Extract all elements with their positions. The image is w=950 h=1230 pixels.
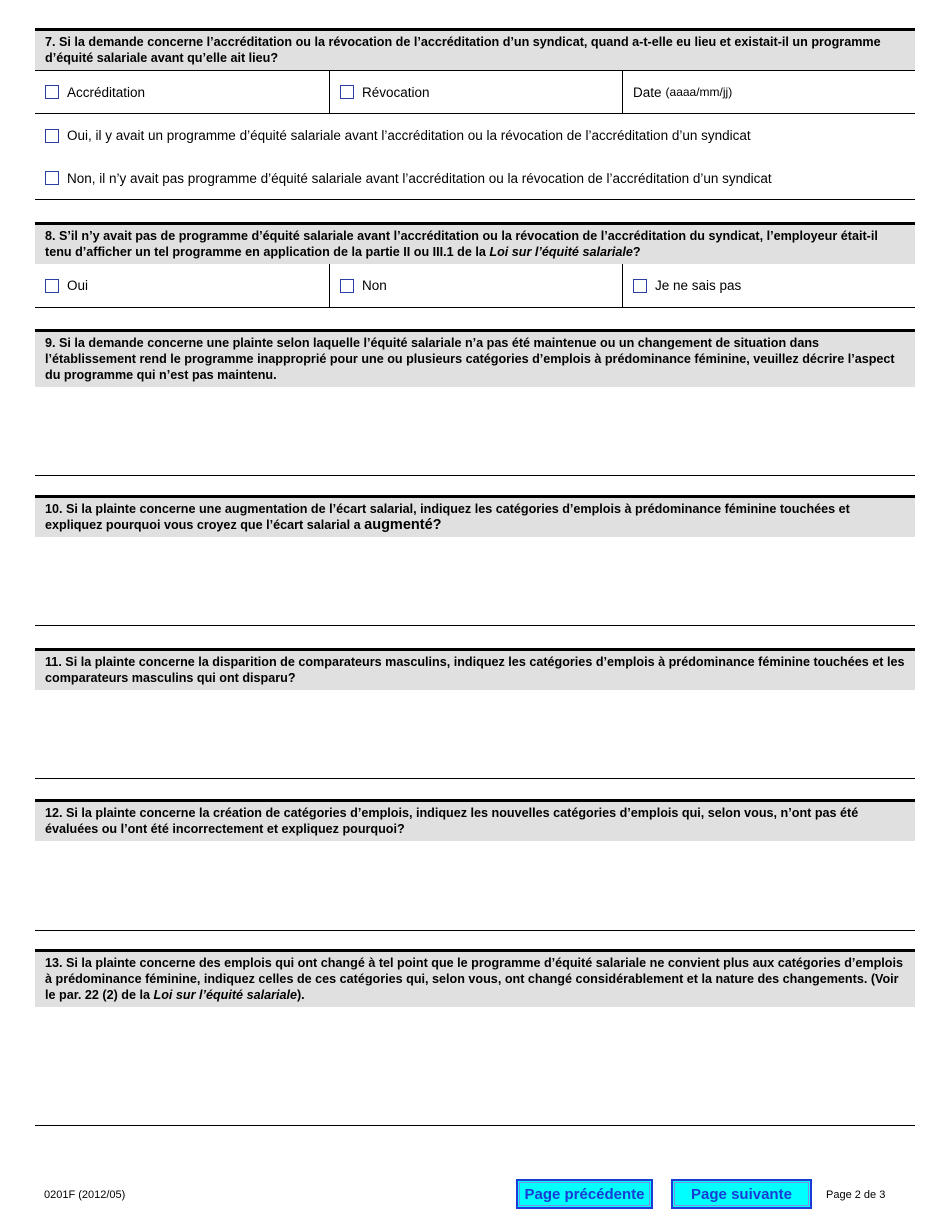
- question-10-heading: [35, 498, 915, 537]
- q8-text-end: ?: [632, 245, 641, 259]
- q8-unknown-label: Je ne sais pas: [655, 278, 742, 293]
- revocation-label: Révocation: [362, 84, 430, 100]
- q8-options-row: [35, 264, 915, 308]
- accreditation-checkbox[interactable]: [45, 85, 59, 99]
- q8-yes-option[interactable]: [35, 264, 329, 307]
- q8-text: 8. S’il n’y avait pas de programme d’équité salariale avant l’accréditation ou la révocation de l’accréditation du syndicat, l’employeur était-il tenu d’afficher un tel programme en application de la partie II ou III.1 de la: [45, 229, 878, 259]
- q13-law-title: Loi sur l’équité salariale: [153, 988, 297, 1002]
- q10-answer-field[interactable]: [35, 537, 915, 626]
- date-label: Date: [633, 84, 662, 100]
- q8-no-label: Non: [362, 278, 387, 293]
- q10-text: 10. Si la plainte concerne une augmentation de l’écart salarial, indiquez les catégories d’emplois à prédominance féminine touchées et expliquez pourquoi vous croyez que l’écart salarial a: [45, 502, 850, 532]
- q8-no-option[interactable]: [329, 264, 622, 307]
- q7-no-label: Non, il n’y avait pas programme d’équité salariale avant l’accréditation ou la révocation de l’accréditation d’un syndicat: [67, 170, 772, 186]
- q12-answer-field[interactable]: [35, 841, 915, 931]
- q11-answer-field[interactable]: [35, 690, 915, 779]
- date-format-hint: (aaaa/mm/jj): [665, 85, 733, 99]
- q7-no-option[interactable]: [35, 157, 915, 200]
- question-11-section: [35, 648, 915, 779]
- q7-accreditation-option[interactable]: [35, 71, 329, 113]
- q8-yes-checkbox[interactable]: [45, 279, 59, 293]
- previous-page-button[interactable]: Page précédente: [516, 1179, 653, 1209]
- q7-no-checkbox[interactable]: [45, 171, 59, 185]
- question-12-heading: 12. Si la plainte concerne la création de catégories d’emplois, indiquez les nouvelles catégories d’emplois qui, selon vous, n’ont pas été évaluées ou l’ont été incorrectement et expliquez pourquoi?: [35, 802, 915, 841]
- question-11-heading: 11. Si la plainte concerne la disparition de comparateurs masculins, indiquez les catégories d’emplois à prédominance féminine touchées et les comparateurs masculins qui ont disparu?: [35, 651, 915, 690]
- question-13-section: [35, 949, 915, 1126]
- revocation-checkbox[interactable]: [340, 85, 354, 99]
- q7-yes-checkbox[interactable]: [45, 129, 59, 143]
- q7-options-row: [35, 70, 915, 114]
- page-number: Page 2 de 3: [826, 1189, 886, 1201]
- q8-unknown-checkbox[interactable]: [633, 279, 647, 293]
- question-13-heading: [35, 952, 915, 1007]
- q8-no-checkbox[interactable]: [340, 279, 354, 293]
- q7-yes-option[interactable]: [35, 114, 915, 157]
- question-8-heading: [35, 225, 915, 264]
- q13-text: 13. Si la plainte concerne des emplois qui ont changé à tel point que le programme d’équité salariale ne convient plus aux catégories d’emplois à prédominance féminine, indiquez celles de ces catégories qui, selon vous, ont changé considérablement et la nature des changements. (Voir le par. 22 (2) de la: [45, 956, 904, 1002]
- q7-yes-label: Oui, il y avait un programme d’équité salariale avant l’accréditation ou la révocation de l’accréditation d’un syndicat: [67, 128, 751, 143]
- q7-date-field[interactable]: [622, 71, 915, 113]
- question-7-heading: 7. Si la demande concerne l’accréditation ou la révocation de l’accréditation d’un syndicat, quand a-t-elle eu lieu et existait-il un programme d’équité salariale avant qu’elle ait lieu?: [35, 31, 915, 70]
- q13-answer-field[interactable]: [35, 1007, 915, 1126]
- next-page-button[interactable]: Page suivante: [671, 1179, 812, 1209]
- question-9-section: [35, 329, 915, 476]
- q10-text-emphasis: augmenté?: [364, 517, 442, 533]
- q9-answer-field[interactable]: [35, 387, 915, 476]
- form-code: 0201F (2012/05): [44, 1189, 126, 1201]
- q7-revocation-option[interactable]: [329, 71, 622, 113]
- question-12-section: [35, 799, 915, 931]
- q8-yes-label: Oui: [67, 278, 89, 293]
- question-9-heading: 9. Si la demande concerne une plainte selon laquelle l’équité salariale n’a pas été maintenue ou un changement de situation dans l’établissement rend le programme inapproprié pour une ou plusieurs catégories d’emplois à prédominance féminine, veuillez décrire l’aspect du programme qui n’est pas maintenu.: [35, 332, 915, 387]
- question-8-section: [35, 222, 915, 308]
- accreditation-label: Accréditation: [67, 84, 146, 100]
- q8-unknown-option[interactable]: [622, 264, 915, 307]
- q8-law-title: Loi sur l’équité salariale: [489, 245, 633, 259]
- q13-text-end: ).: [296, 988, 305, 1002]
- question-7-section: [35, 28, 915, 200]
- question-10-section: [35, 495, 915, 626]
